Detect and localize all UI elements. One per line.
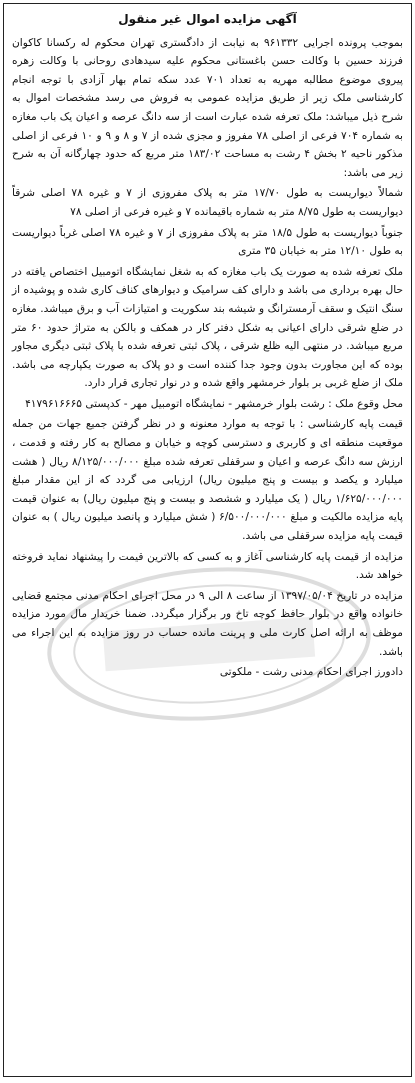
signature-line: دادورز اجرای احکام مدنی رشت - ملکوتی: [219, 666, 403, 679]
appraisal-price: قیمت پایه کارشناسی : با توجه به موارد معنونه و در نظر گرفتن جمیع جهات من جمله موقعیت منطقه ای و کاربری و دسترسی کوچه و خیابان و مصالح به کار رفته و قدمت ، ارزش سه دانگ عرصه و اعیان و سرقفلی تعرفه شده مبلغ ۸/۱۲۵/۰۰۰/۰۰۰ ریال ( هشت میلیارد و یکصد و بیست و پنج میلیون ریال) ارزیابی می گردد که از این مقدار مبلغ ۱/۶۲۵/۰۰۰/۰۰۰ ریال ( یک میلیارد و ششصد و بیست و پنج میلیون ریال) به عنوان قیمت پایه مزایده مالکیت و مبلغ ۶/۵۰۰/۰۰۰/۰۰۰ ( شش میلیارد و پانصد میلیون ریال ) به عنوان قیمت پایه مزایده سرقفلی می باشد.: [12, 418, 403, 543]
south-west-boundaries: جنوباً دیواریست به طول ۱۸/۵ متر به پلاک مفروزی از ۷ و غیره ۷۸ اصلی غرباً دیواریست به طول ۱۲/۱۰ متر به خیابان ۳۵ متری: [12, 226, 403, 258]
notice-title: آگهی مزایده اموال غیر منقول: [118, 12, 297, 26]
auction-notice: [3, 3, 412, 1077]
auction-date-paragraph: مزایده در تاریخ ۱۳۹۷/۰۵/۰۴ از ساعت ۸ الی ۹ در محل اجرای احکام مدنی مجتمع قضایی خانواده واقع در بلوار حافظ کوچه تاخ ور برگزار میگردد. ضمنا خریدار مال مورد مزایده موظف به ارائه اصل کارت ملی و پرینت مانده حساب در روز مزایده به این اجراء می باشد.: [12, 589, 403, 658]
property-description: ملک تعرفه شده به صورت یک باب مغازه که به شغل نمایشگاه اتومبیل اختصاص یافته در حال بهره برداری می باشد و دارای کف سرامیک و دیوارهای کناف کاری شده و پوشیده از سنگ انتیک و سقف آرمسترانگ و شیشه بند سکوریت و امتیازات آب و برق میباشد. مغازه در ضلع شرقی دارای اعیانی به شکل دفتر کار در همکف و بالکن به متراژ حدود ۶۰ متر مربع میباشد. در منتهی الیه ظلع شرقی ، پلاک ثبتی تعرفه شده با پلاک ثبتی دیگری مجاور بوده که این مجاورت بدون وجود جدا کننده است و دو پلاک به صورت یکپارچه می باشد. ملک از ضلع غربی بر بلوار خرمشهر واقع شده و در نوار تجاری قرار دارد.: [12, 265, 403, 390]
north-east-boundaries: شمالاً دیواریست به طول ۱۷/۷۰ متر به پلاک مفروزی از ۷ و غیره ۷۸ اصلی شرقاً دیواریست به طول ۸/۷۵ متر به شماره باقیمانده ۷ و غیره فرعی از اصلی ۷۸: [12, 187, 403, 218]
intro-paragraph: بموجب پرونده اجرایی ۹۶۱۳۳۲ به نیابت از دادگستری تهران محکوم له رکسانا کاکوان فرزند حسین با وکالت حسن باغستانی محکوم علیه سیدهادی روحانی با وکالت زهره پیروی موضوع مطالبه مهریه به تعداد ۷۰۱ عدد سکه تمام بهار آزادی با توجه انجام کارشناسی ملک زیر از طریق مزایده عمومی به فروش می رسد مشخصات اموال به شرح ذیل میباشد: ملک تعرفه شده عبارت است از سه دانگ عرصه و اعیان یک باب مغازه به شماره ۷۰۴ فرعی از اصلی ۷۸ مفروز و مجزی شده از ۷ و ۸ و ۹ و ۱۰ فرعی از اصلی مذکور ناحیه ۲ بخش ۴ رشت به مساحت ۱۸۳/۰۲ متر مربع که حدود چهارگانه آن به شرح زیر می باشد:: [12, 36, 404, 179]
property-location: محل وقوع ملک : رشت بلوار خرمشهر - نمایشگاه اتومبیل مهر - کدپستی ۴۱۷۹۶۱۶۶۶۵: [25, 397, 403, 410]
auction-start-note: مزایده از قیمت پایه کارشناسی آغاز و به کسی که بالاترین قیمت را پیشنهاد نماید فروخته خواهد شد.: [12, 550, 403, 582]
